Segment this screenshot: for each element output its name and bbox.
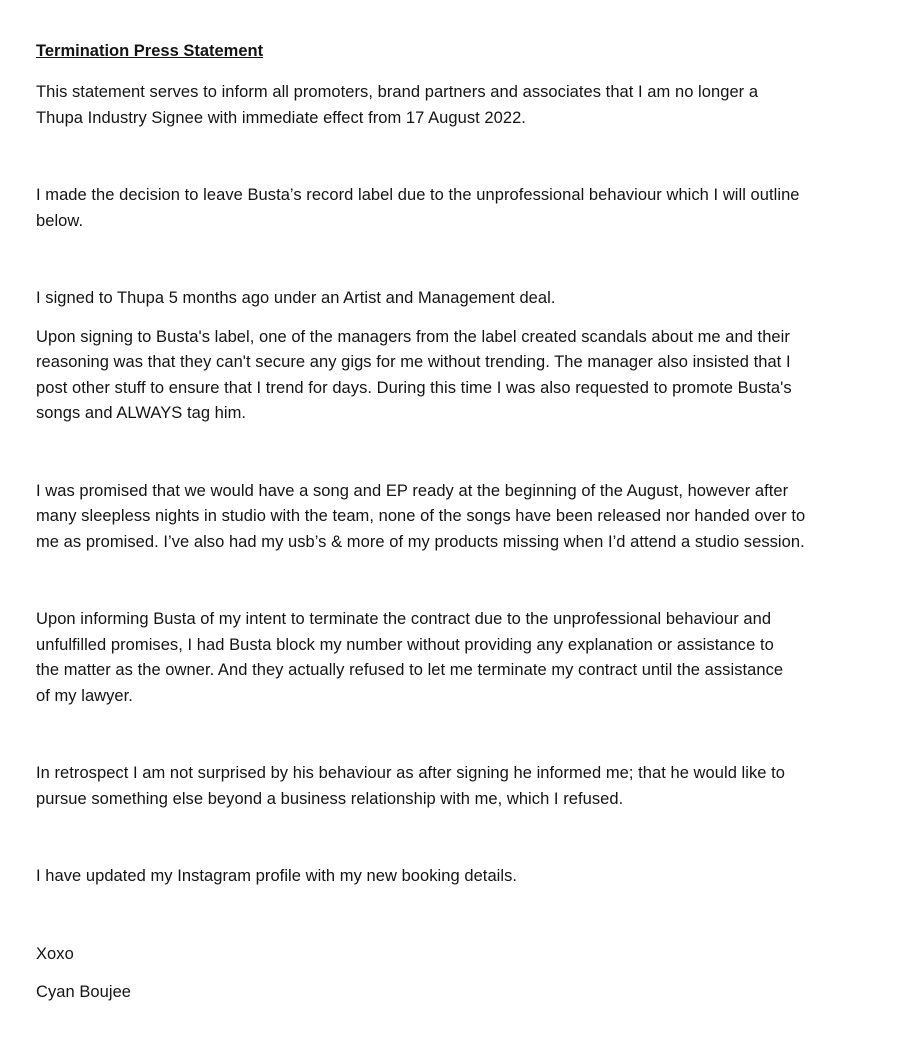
paragraph-scandals [36, 325, 866, 427]
paragraph-signed [36, 286, 866, 312]
paragraph-line: me as promised. I’ve also had my usb’s & more of my products missing when I’d attend a studio session. [36, 532, 805, 551]
paragraph-terminate [36, 607, 866, 709]
paragraph-line: many sleepless nights in studio with the team, none of the songs have been released nor handed over to [36, 507, 806, 525]
paragraph-instagram [36, 864, 866, 890]
paragraph-line: Upon signing to Busta's label, one of the managers from the label created scandals about me and their [36, 327, 790, 346]
press-statement-document [36, 38, 866, 1006]
paragraph-line: songs and ALWAYS tag him. [36, 404, 247, 422]
paragraph-promised [36, 479, 866, 556]
paragraph-line: Thupa Industry Signee with immediate effect from 17 August 2022. [36, 108, 526, 127]
sign-off-text [36, 942, 866, 968]
paragraph-line: Upon informing Busta of my intent to terminate the contract due to the unprofessional behaviour and [36, 610, 772, 628]
paragraph-line: Cyan Boujee [36, 983, 132, 1001]
paragraph-intro [36, 80, 866, 131]
paragraph-line: below. [36, 211, 84, 230]
paragraph-line: I was promised that we would have a song and EP ready at the beginning of the August, however after [36, 481, 789, 500]
paragraph-line: the matter as the owner. And they actually refused to let me terminate my contract until the assistance [36, 661, 784, 679]
paragraph-decision [36, 183, 866, 234]
paragraph-line: Xoxo [36, 944, 74, 963]
paragraph-line: I have updated my Instagram profile with my new booking details. [36, 867, 518, 885]
paragraph-line: I signed to Thupa 5 months ago under an Artist and Management deal. [36, 289, 556, 307]
paragraph-line: This statement serves to inform all promoters, brand partners and associates that I am no longer a [36, 83, 759, 101]
paragraph-line: I made the decision to leave Busta’s record label due to the unprofessional behaviour which I will outline [36, 186, 800, 204]
paragraph-line: reasoning was that they can't secure any gigs for me without trending. The manager also insisted that I [36, 353, 791, 371]
paragraph-line: In retrospect I am not surprised by his behaviour as after signing he informed me; that he would like to [36, 764, 786, 782]
paragraph-line: post other stuff to ensure that I trend for days. During this time I was also requested to promote Busta's [36, 378, 792, 397]
document-title: Termination Press Statement [36, 42, 264, 60]
signature-name [36, 980, 866, 1006]
paragraph-line: pursue something else beyond a business relationship with me, which I refused. [36, 789, 624, 808]
paragraph-line: of my lawyer. [36, 686, 133, 705]
paragraph-retrospect [36, 761, 866, 812]
paragraph-line: unfulfilled promises, I had Busta block my number without providing any explanation or assistance to [36, 635, 774, 654]
